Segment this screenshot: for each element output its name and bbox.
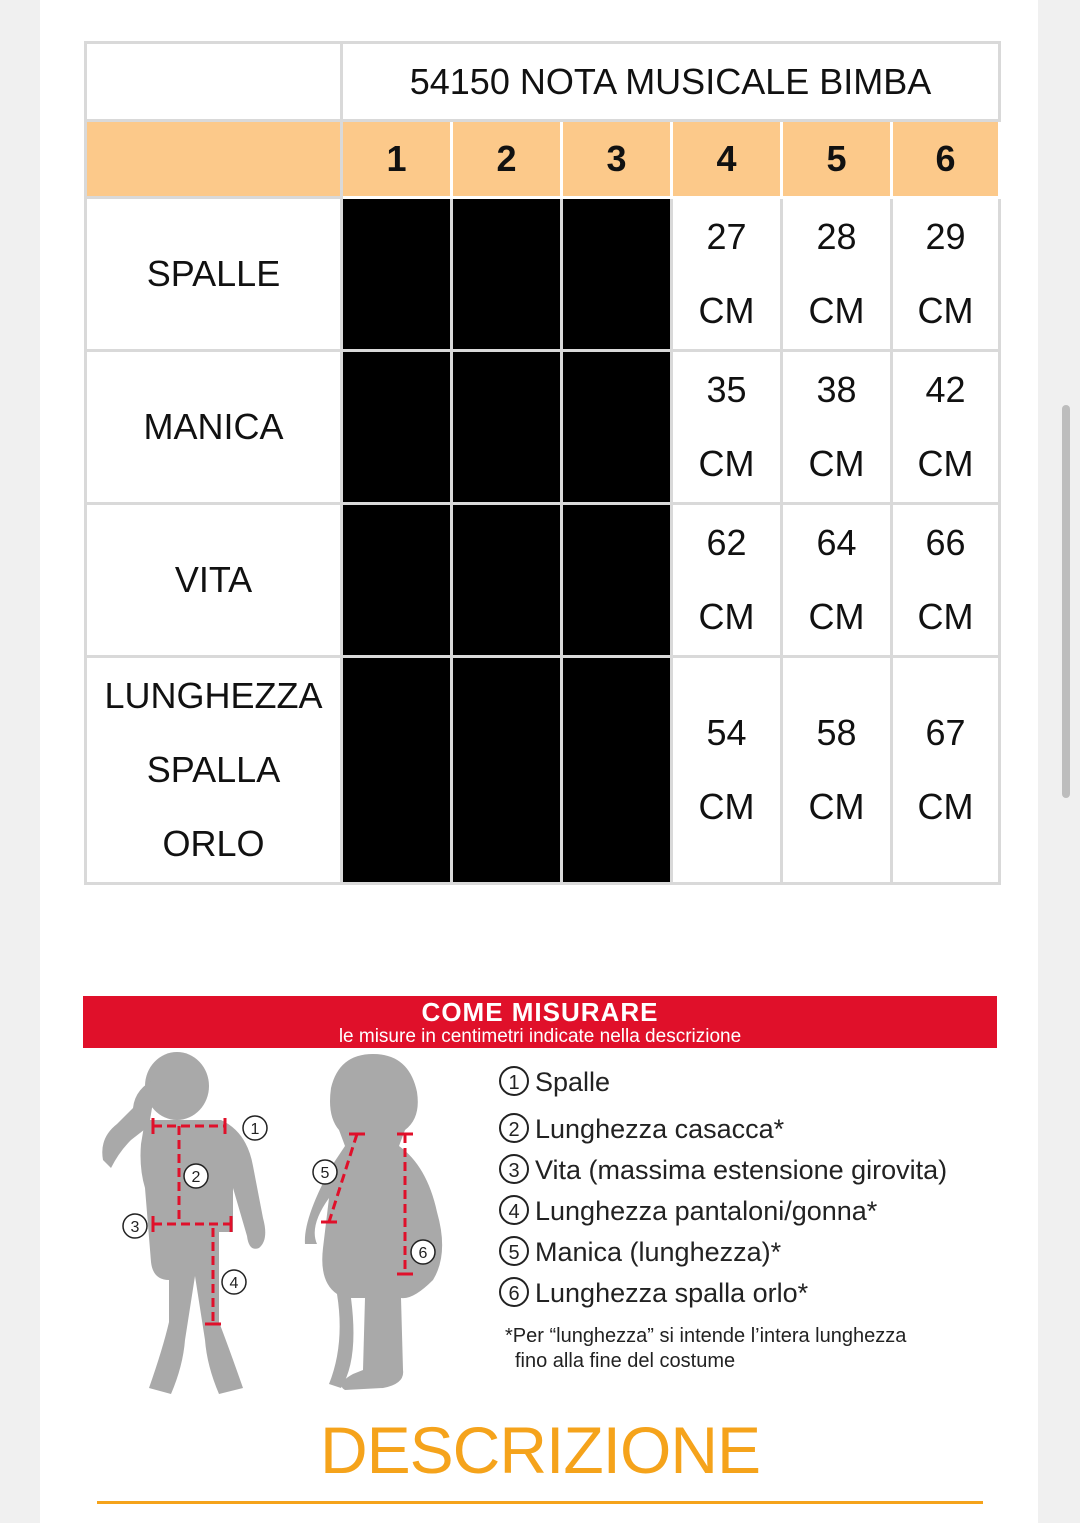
table-row xyxy=(86,657,1000,884)
blank-cell xyxy=(562,657,672,884)
legend-item: 4 Lunghezza pantaloni/gonna* xyxy=(499,1191,999,1232)
table-row xyxy=(86,351,1000,504)
product-title: 54150 NOTA MUSICALE BIMBA xyxy=(342,43,1000,121)
blank-cell xyxy=(452,657,562,884)
legend-item: 1 Spalle xyxy=(499,1062,999,1103)
blank-cell xyxy=(342,504,452,657)
size-header-row xyxy=(86,121,1000,198)
row-label: VITA xyxy=(86,504,342,657)
value-cell: 42 CM xyxy=(892,351,1000,504)
size-header: 3 xyxy=(562,121,672,198)
svg-text:5: 5 xyxy=(320,1165,330,1182)
value-cell: 35 CM xyxy=(672,351,782,504)
blank-cell xyxy=(452,198,562,351)
value-cell: 38 CM xyxy=(782,351,892,504)
how-to-measure-panel xyxy=(83,996,997,1401)
svg-text:1: 1 xyxy=(250,1121,260,1138)
svg-text:4: 4 xyxy=(229,1275,239,1292)
value-cell: 54 CM xyxy=(672,657,782,884)
blank-cell xyxy=(342,351,452,504)
svg-text:3: 3 xyxy=(130,1219,140,1236)
size-header: 5 xyxy=(782,121,892,198)
legend-item: 3 Vita (massima estensione girovita) xyxy=(499,1150,999,1191)
value-cell: 29 CM xyxy=(892,198,1000,351)
size-header: 1 xyxy=(342,121,452,198)
table-row xyxy=(86,504,1000,657)
table-row xyxy=(86,198,1000,351)
blank-cell xyxy=(452,504,562,657)
length-note: *Per “lunghezza” si intende l’intera lunghezza fino alla fine del costume xyxy=(505,1325,907,1372)
value-cell: 28 CM xyxy=(782,198,892,351)
row-label: MANICA xyxy=(86,351,342,504)
size-header: 4 xyxy=(672,121,782,198)
blank-cell xyxy=(342,657,452,884)
blank-cell xyxy=(562,504,672,657)
row-label: SPALLE xyxy=(86,198,342,351)
description-heading: DESCRIZIONE xyxy=(319,1413,761,1487)
blank-cell xyxy=(562,351,672,504)
value-cell: 64 CM xyxy=(782,504,892,657)
header-corner xyxy=(86,121,342,198)
size-table xyxy=(84,41,1001,885)
measure-title: COME MISURARE xyxy=(421,997,659,1027)
value-cell: 58 CM xyxy=(782,657,892,884)
measure-legend xyxy=(499,1062,999,1374)
value-cell: 67 CM xyxy=(892,657,1000,884)
value-cell: 27 CM xyxy=(672,198,782,351)
legend-item: 2 Lunghezza casacca* xyxy=(499,1109,999,1150)
value-cell: 62 CM xyxy=(672,504,782,657)
row-label: LUNGHEZZA SPALLA ORLO xyxy=(86,657,342,884)
size-header: 2 xyxy=(452,121,562,198)
legend-item: 6 Lunghezza spalla orlo* xyxy=(499,1273,999,1314)
svg-text:2: 2 xyxy=(191,1169,201,1186)
legend-item: 5 Manica (lunghezza)* xyxy=(499,1232,999,1273)
scrollbar[interactable] xyxy=(1062,405,1070,798)
corner-cell xyxy=(86,43,342,121)
child-measure-illustration xyxy=(83,1048,483,1401)
blank-cell xyxy=(452,351,562,504)
blank-cell xyxy=(342,198,452,351)
blank-cell xyxy=(562,198,672,351)
svg-text:6: 6 xyxy=(418,1245,428,1262)
size-header: 6 xyxy=(892,121,1000,198)
measure-banner xyxy=(83,996,997,1048)
measure-subtitle: le misure in centimetri indicate nella descrizione xyxy=(338,1026,742,1047)
divider xyxy=(97,1501,983,1504)
value-cell: 66 CM xyxy=(892,504,1000,657)
